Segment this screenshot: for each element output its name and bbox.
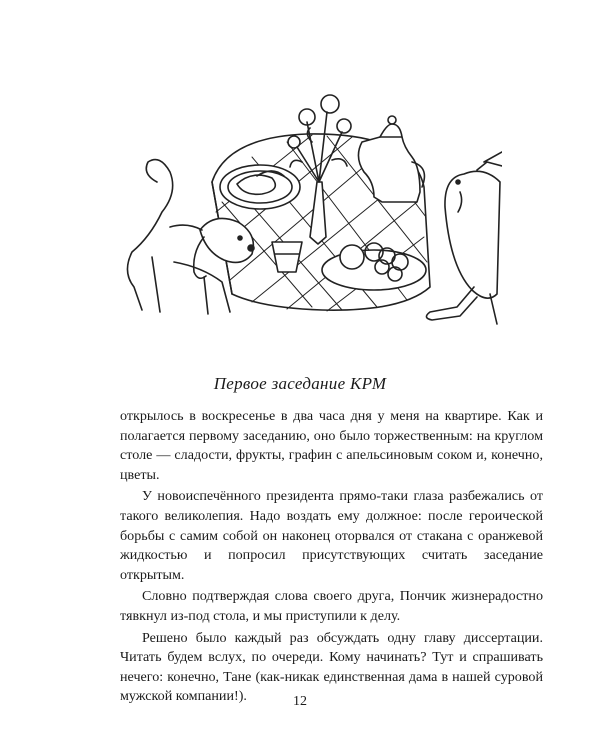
humpty-dumpty-character [426,152,502,324]
paragraph: Решено было каждый раз обсуждать одну главу диссертации. Читать будем вслух, по очереди. Кому начинать? Тут и спрашивать нечего: конечно, Тане (как-никак единственная дама в нашей суровой мужской компании!). [120,629,543,705]
juice-glass [272,242,302,272]
plate-of-sweets [220,165,300,209]
page-number: 12 [293,694,307,709]
body-text [120,407,543,709]
paragraph: открылось в воскресенье в два часа дня у меня на квартире. Как и полагается первому заседанию, оно было торжественным: на круглом столе — сладости, фрукты, графин с апельсиновым соком и, конечно, цветы. [120,408,543,483]
flower-vase [288,95,351,244]
table-dog-humpty-illustration [112,62,502,334]
juice-carafe [358,116,424,202]
chapter-title: Первое заседание КРМ [213,374,387,393]
fruit-bowl [322,243,426,290]
paragraph: У новоиспечённого президента прямо-таки глаза разбежались от такого великолепия. Надо воздать ему должное: после героической борьбы с самим собой он наконец оторвался от стакана с оранжевой жидкостью и попросил присутствующих считать заседание открытым. [120,488,543,583]
paragraph: Словно подтверждая слова своего друга, Пончик жизнерадостно тявкнул из-под стола, и мы приступили к делу. [120,588,543,624]
